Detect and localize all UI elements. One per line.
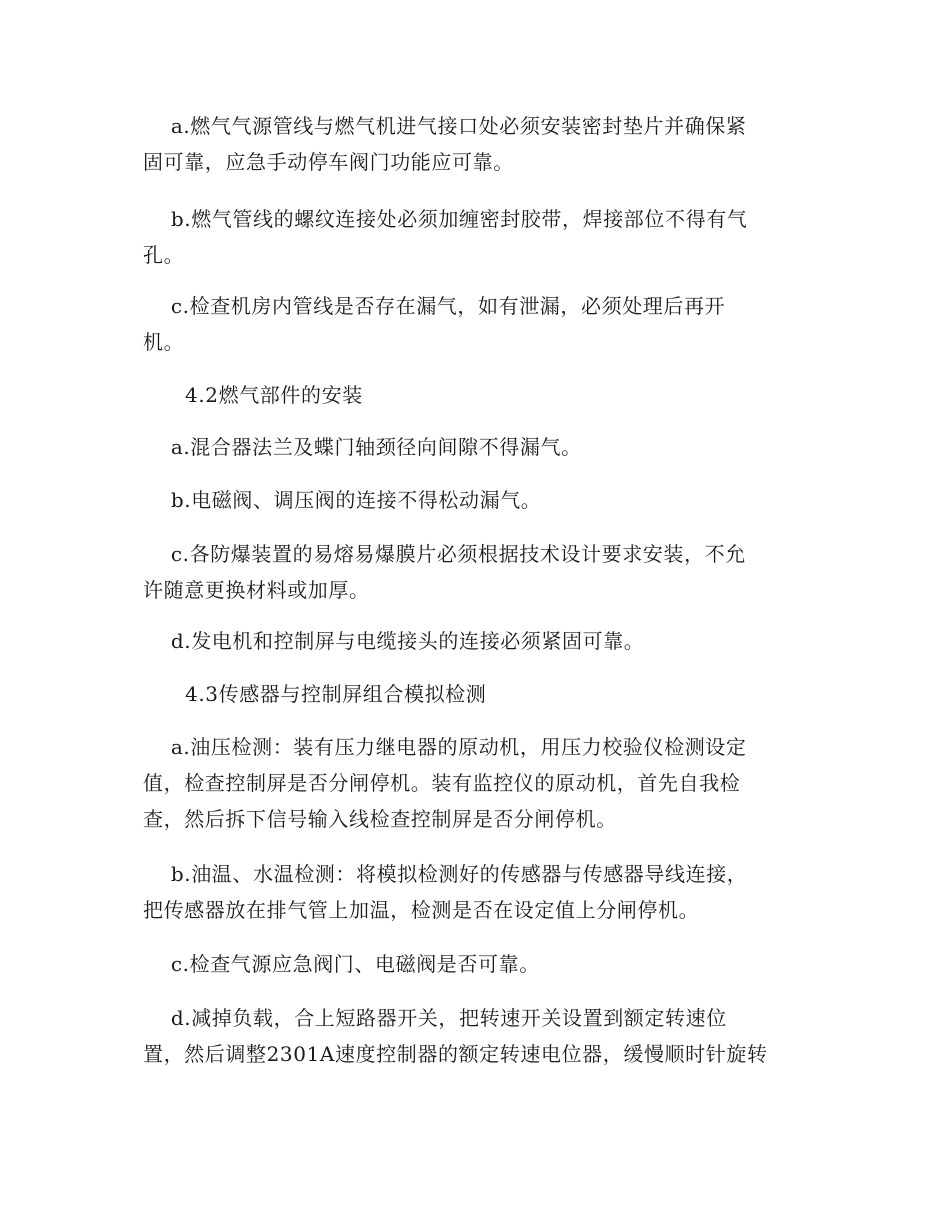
text-line: 固可靠，应急手动停车阀门功能应可靠。 xyxy=(143,150,514,174)
text-line: 查，然后拆下信号输入线检查控制屏是否分闸停机。 xyxy=(143,807,617,831)
text-line: 机。 xyxy=(143,330,185,354)
text-line: b.油温、水温检测：将模拟检测好的传感器与传感器导线连接， xyxy=(143,862,748,886)
text-line: a.燃气气源管线与燃气机进气接口处必须安装密封垫片并确保紧 xyxy=(143,114,747,138)
paragraph-oil-pressure-test xyxy=(143,729,808,837)
paragraph-generator-cable xyxy=(143,623,808,659)
text-line: c.检查机房内管线是否存在漏气，如有泄漏，必须处理后再开 xyxy=(143,294,726,318)
text-line: d.减掉负载，合上短路器开关，把转速开关设置到额定转速位 xyxy=(143,1006,727,1030)
text-line: 置，然后调整2301A速度控制器的额定转速电位器，缓慢顺时针旋转 xyxy=(143,1042,768,1066)
text-line: c.检查气源应急阀门、电磁阀是否可靠。 xyxy=(143,952,540,976)
paragraph-thread-sealing xyxy=(143,201,808,273)
text-line: a.混合器法兰及蝶门轴颈径向间隙不得漏气。 xyxy=(143,435,582,459)
paragraph-mixer-flange xyxy=(143,429,808,465)
text-line: 孔。 xyxy=(143,243,185,267)
paragraph-explosion-proof xyxy=(143,536,808,608)
text-line: a.油压检测：装有压力继电器的原动机，用压力校验仪检测设定 xyxy=(143,735,747,759)
paragraph-emergency-valve xyxy=(143,946,808,982)
text-line: c.各防爆装置的易熔易爆膜片必须根据技术设计要求安装，不允 xyxy=(143,542,746,566)
text-line: b.电磁阀、调压阀的连接不得松动漏气。 xyxy=(143,488,542,512)
paragraph-leak-check xyxy=(143,288,808,360)
paragraph-temperature-test xyxy=(143,856,808,928)
text-line: b.燃气管线的螺纹连接处必须加缠密封胶带，焊接部位不得有气 xyxy=(143,207,748,231)
paragraph-solenoid-valve xyxy=(143,482,808,518)
text-line: d.发电机和控制屏与电缆接头的连接必须紧固可靠。 xyxy=(143,629,645,653)
section-heading-4-3: 4.3传感器与控制屏组合模拟检测 xyxy=(185,682,487,706)
paragraph-gas-pipeline-seal xyxy=(143,108,808,180)
text-line: 许随意更换材料或加厚。 xyxy=(143,578,370,602)
text-line: 把传感器放在排气管上加温，检测是否在设定值上分闸停机。 xyxy=(143,898,700,922)
text-line: 值，检查控制屏是否分闸停机。装有监控仪的原动机，首先自我检 xyxy=(143,771,741,795)
section-heading-4-2: 4.2燃气部件的安装 xyxy=(185,383,363,407)
paragraph-speed-control xyxy=(143,1000,808,1072)
